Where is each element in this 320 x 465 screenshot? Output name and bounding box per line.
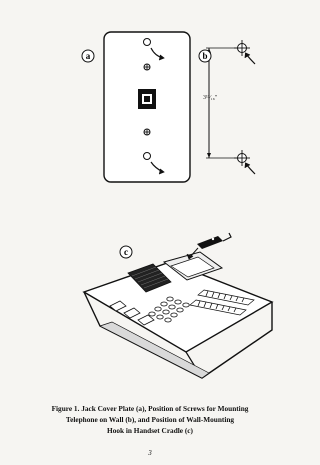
- jack-cover-plate: [104, 32, 190, 182]
- figure-caption: [20, 403, 280, 436]
- caption-line: Hook in Handset Cradle (c): [107, 426, 193, 435]
- marker-b: [199, 50, 211, 62]
- dimension-label: 3¹³⁄₁₆": [203, 95, 218, 101]
- svg-text:b: b: [202, 51, 208, 61]
- marker-a: [82, 50, 94, 62]
- caption-line: Telephone on Wall (b), and Position of Wall-Mounting: [65, 415, 235, 424]
- svg-text:a: a: [85, 51, 91, 61]
- marker-c: [120, 246, 132, 258]
- plate-screw-top-icon: [144, 64, 150, 70]
- plate-screw-bottom-icon: [144, 129, 150, 135]
- screw-position-diagram: [206, 40, 255, 174]
- phone-jack-icon: [138, 89, 156, 109]
- svg-text:c: c: [124, 247, 128, 257]
- wall-mounting-hook-icon: [197, 233, 231, 249]
- telephone-base: [84, 233, 272, 378]
- caption-line: Figure 1. Jack Cover Plate (a), Position of Screws for Mounting: [51, 404, 249, 413]
- page-number: 3: [148, 449, 152, 457]
